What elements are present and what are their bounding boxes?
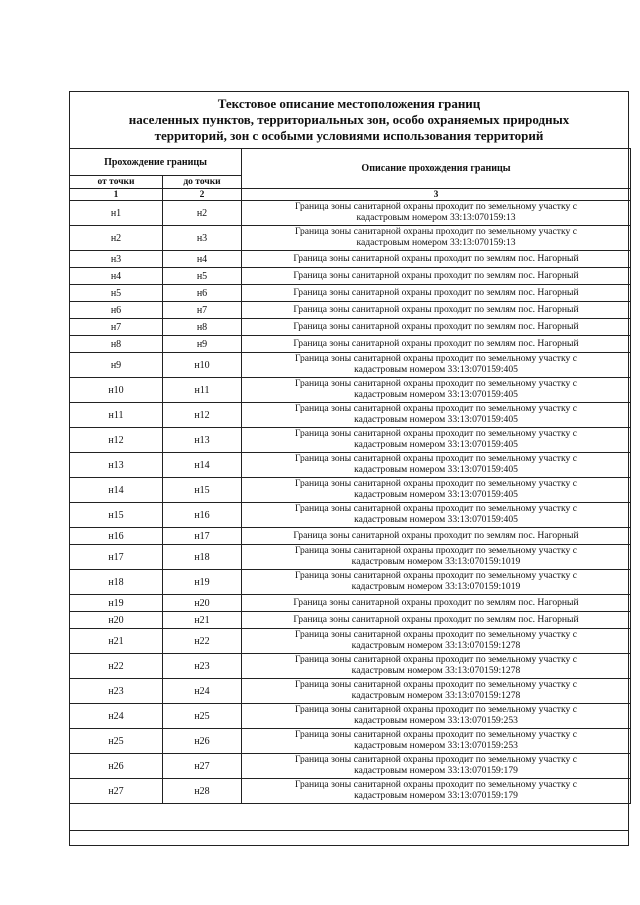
boundary-description	[242, 570, 631, 595]
header-from-point: от точки	[70, 176, 163, 189]
to-point: н21	[163, 612, 242, 629]
description-line-2: кадастровым номером 33:13:070159:13	[356, 212, 516, 223]
to-point: н13	[163, 428, 242, 453]
boundary-description	[242, 201, 631, 226]
description-line-2: кадастровым номером 33:13:070159:405	[354, 389, 518, 400]
description-line-1: Граница зоны санитарной охраны проходит по землям пос. Нагорный	[293, 286, 579, 298]
header-description: Описание прохождения границы	[242, 149, 631, 189]
description-line-2: кадастровым номером 33:13:070159:405	[354, 489, 518, 500]
to-point: н23	[163, 654, 242, 679]
title-line-1: Текстовое описание местоположения границ	[217, 96, 481, 111]
table-row	[70, 353, 631, 378]
boundary-description	[242, 403, 631, 428]
boundary-description	[242, 268, 631, 285]
table-row	[70, 654, 631, 679]
to-point: н26	[163, 729, 242, 754]
description-line-1: Граница зоны санитарной охраны проходит по земельному участку с	[295, 478, 577, 490]
table-row	[70, 754, 631, 779]
description-line-1: Граница зоны санитарной охраны проходит по земельному участку с	[295, 729, 577, 741]
from-point: н3	[70, 251, 163, 268]
from-point: н4	[70, 268, 163, 285]
description-line-1: Граница зоны санитарной охраны проходит по землям пос. Нагорный	[293, 337, 579, 349]
table-row	[70, 226, 631, 251]
description-line-1: Граница зоны санитарной охраны проходит по земельному участку с	[295, 453, 577, 465]
boundary-description	[242, 302, 631, 319]
to-point: н12	[163, 403, 242, 428]
to-point: н10	[163, 353, 242, 378]
table-row	[70, 285, 631, 302]
from-point: н9	[70, 353, 163, 378]
description-line-1: Граница зоны санитарной охраны проходит по землям пос. Нагорный	[293, 252, 579, 264]
to-point: н4	[163, 251, 242, 268]
description-line-1: Граница зоны санитарной охраны проходит по земельному участку с	[295, 570, 577, 582]
to-point: н5	[163, 268, 242, 285]
description-line-1: Граница зоны санитарной охраны проходит по землям пос. Нагорный	[293, 303, 579, 315]
boundary-table	[69, 148, 631, 804]
description-line-2: кадастровым номером 33:13:070159:405	[354, 439, 518, 450]
table-row	[70, 428, 631, 453]
table-row	[70, 612, 631, 629]
table-row	[70, 268, 631, 285]
description-line-2: кадастровым номером 33:13:070159:1278	[351, 665, 521, 676]
from-point: н7	[70, 319, 163, 336]
boundary-description	[242, 528, 631, 545]
boundary-description	[242, 319, 631, 336]
document-title	[70, 92, 628, 148]
document-frame	[69, 91, 629, 846]
boundary-description	[242, 285, 631, 302]
to-point: н16	[163, 503, 242, 528]
description-line-2: кадастровым номером 33:13:070159:253	[354, 740, 518, 751]
to-point: н9	[163, 336, 242, 353]
description-line-2: кадастровым номером 33:13:070159:1278	[351, 640, 521, 651]
description-line-1: Граница зоны санитарной охраны проходит по земельному участку с	[295, 704, 577, 716]
table-row	[70, 679, 631, 704]
to-point: н2	[163, 201, 242, 226]
boundary-description	[242, 754, 631, 779]
from-point: н5	[70, 285, 163, 302]
boundary-description	[242, 251, 631, 268]
boundary-description	[242, 779, 631, 804]
description-line-1: Граница зоны санитарной охраны проходит по земельному участку с	[295, 201, 577, 213]
from-point: н19	[70, 595, 163, 612]
to-point: н25	[163, 704, 242, 729]
from-point: н14	[70, 478, 163, 503]
description-line-1: Граница зоны санитарной охраны проходит по земельному участку с	[295, 378, 577, 390]
column-number-3: 3	[242, 189, 631, 201]
column-number-1: 1	[70, 189, 163, 201]
from-point: н23	[70, 679, 163, 704]
boundary-description	[242, 595, 631, 612]
from-point: н10	[70, 378, 163, 403]
from-point: н13	[70, 453, 163, 478]
boundary-description	[242, 428, 631, 453]
to-point: н20	[163, 595, 242, 612]
from-point: н27	[70, 779, 163, 804]
table-row	[70, 629, 631, 654]
table-row	[70, 378, 631, 403]
from-point: н2	[70, 226, 163, 251]
boundary-description	[242, 336, 631, 353]
from-point: н12	[70, 428, 163, 453]
description-line-1: Граница зоны санитарной охраны проходит по земельному участку с	[295, 779, 577, 791]
description-line-1: Граница зоны санитарной охраны проходит по земельному участку с	[295, 545, 577, 557]
table-row	[70, 570, 631, 595]
header-to-point: до точки	[163, 176, 242, 189]
boundary-description	[242, 226, 631, 251]
description-line-1: Граница зоны санитарной охраны проходит по землям пос. Нагорный	[293, 269, 579, 281]
description-line-2: кадастровым номером 33:13:070159:179	[354, 790, 518, 801]
from-point: н24	[70, 704, 163, 729]
description-line-2: кадастровым номером 33:13:070159:1019	[351, 556, 521, 567]
table-row	[70, 478, 631, 503]
from-point: н6	[70, 302, 163, 319]
table-row	[70, 528, 631, 545]
boundary-description	[242, 654, 631, 679]
boundary-description	[242, 453, 631, 478]
boundary-description	[242, 612, 631, 629]
description-line-2: кадастровым номером 33:13:070159:405	[354, 414, 518, 425]
boundary-description	[242, 503, 631, 528]
to-point: н24	[163, 679, 242, 704]
description-line-1: Граница зоны санитарной охраны проходит по землям пос. Нагорный	[293, 320, 579, 332]
boundary-description	[242, 704, 631, 729]
table-row	[70, 545, 631, 570]
table-row	[70, 595, 631, 612]
from-point: н17	[70, 545, 163, 570]
table-row	[70, 251, 631, 268]
to-point: н3	[163, 226, 242, 251]
description-line-1: Граница зоны санитарной охраны проходит по земельному участку с	[295, 754, 577, 766]
table-row	[70, 779, 631, 804]
to-point: н19	[163, 570, 242, 595]
to-point: н14	[163, 453, 242, 478]
boundary-description	[242, 729, 631, 754]
to-point: н6	[163, 285, 242, 302]
from-point: н15	[70, 503, 163, 528]
to-point: н17	[163, 528, 242, 545]
title-line-3: территорий, зон с особыми условиями использования территорий	[154, 128, 544, 143]
table-row	[70, 336, 631, 353]
to-point: н27	[163, 754, 242, 779]
from-point: н11	[70, 403, 163, 428]
from-point: н1	[70, 201, 163, 226]
to-point: н8	[163, 319, 242, 336]
description-line-2: кадастровым номером 33:13:070159:179	[354, 765, 518, 776]
boundary-description	[242, 478, 631, 503]
to-point: н18	[163, 545, 242, 570]
description-line-1: Граница зоны санитарной охраны проходит по земельному участку с	[295, 679, 577, 691]
from-point: н16	[70, 528, 163, 545]
to-point: н22	[163, 629, 242, 654]
table-row	[70, 503, 631, 528]
to-point: н15	[163, 478, 242, 503]
description-line-2: кадастровым номером 33:13:070159:1278	[351, 690, 521, 701]
column-number-2: 2	[163, 189, 242, 201]
boundary-description	[242, 629, 631, 654]
from-point: н8	[70, 336, 163, 353]
to-point: н11	[163, 378, 242, 403]
description-line-1: Граница зоны санитарной охраны проходит по земельному участку с	[295, 428, 577, 440]
description-line-2: кадастровым номером 33:13:070159:405	[354, 464, 518, 475]
description-line-1: Граница зоны санитарной охраны проходит по земельному участку с	[295, 503, 577, 515]
from-point: н22	[70, 654, 163, 679]
table-row	[70, 302, 631, 319]
description-line-2: кадастровым номером 33:13:070159:1019	[351, 581, 521, 592]
header-boundary: Прохождение границы	[70, 149, 242, 176]
table-row	[70, 403, 631, 428]
to-point: н7	[163, 302, 242, 319]
boundary-description	[242, 679, 631, 704]
description-line-1: Граница зоны санитарной охраны проходит по земельному участку с	[295, 629, 577, 641]
from-point: н25	[70, 729, 163, 754]
description-line-2: кадастровым номером 33:13:070159:13	[356, 237, 516, 248]
title-line-2: населенных пунктов, территориальных зон, особо охраняемых природных	[128, 112, 570, 127]
table-row	[70, 729, 631, 754]
description-line-2: кадастровым номером 33:13:070159:253	[354, 715, 518, 726]
table-row	[70, 704, 631, 729]
from-point: н26	[70, 754, 163, 779]
boundary-description	[242, 378, 631, 403]
description-line-1: Граница зоны санитарной охраны проходит по землям пос. Нагорный	[293, 529, 579, 541]
description-line-2: кадастровым номером 33:13:070159:405	[354, 514, 518, 525]
from-point: н20	[70, 612, 163, 629]
boundary-description	[242, 545, 631, 570]
description-line-1: Граница зоны санитарной охраны проходит по земельному участку с	[295, 353, 577, 365]
from-point: н18	[70, 570, 163, 595]
table-bottom-row	[70, 830, 628, 845]
description-line-2: кадастровым номером 33:13:070159:405	[354, 364, 518, 375]
description-line-1: Граница зоны санитарной охраны проходит по землям пос. Нагорный	[293, 596, 579, 608]
from-point: н21	[70, 629, 163, 654]
description-line-1: Граница зоны санитарной охраны проходит по землям пос. Нагорный	[293, 613, 579, 625]
description-line-1: Граница зоны санитарной охраны проходит по земельному участку с	[295, 654, 577, 666]
description-line-1: Граница зоны санитарной охраны проходит по земельному участку с	[295, 226, 577, 238]
table-row	[70, 201, 631, 226]
to-point: н28	[163, 779, 242, 804]
description-line-1: Граница зоны санитарной охраны проходит по земельному участку с	[295, 403, 577, 415]
table-row	[70, 453, 631, 478]
boundary-description	[242, 353, 631, 378]
table-row	[70, 319, 631, 336]
